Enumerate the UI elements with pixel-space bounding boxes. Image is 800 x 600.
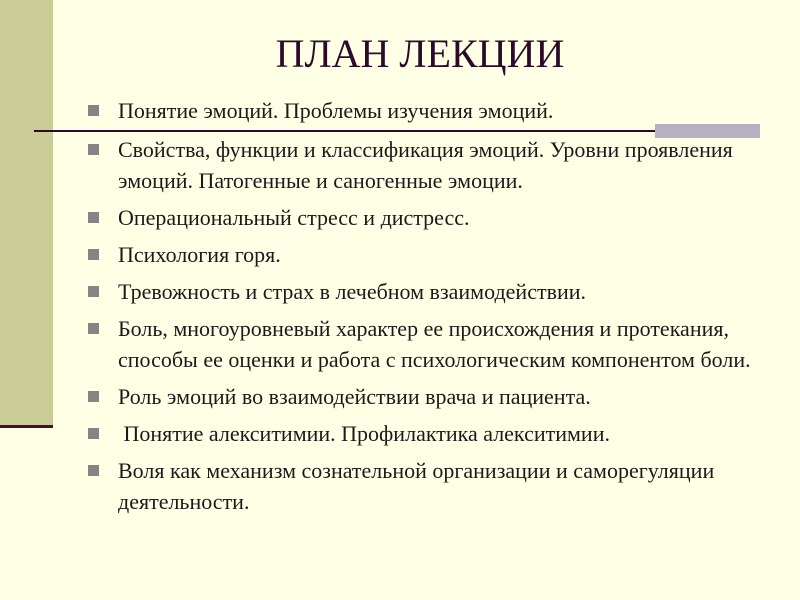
- list-item-text: Операциональный стресс и дистресс.: [118, 205, 470, 230]
- list-item: [88, 95, 778, 126]
- square-bullet-icon: [88, 428, 99, 439]
- list-item: [88, 313, 778, 375]
- list-item-text: Воля как механизм сознательной организации и саморегуляции деятельности.: [118, 458, 715, 514]
- square-bullet-icon: [88, 249, 99, 260]
- square-bullet-icon: [88, 105, 99, 116]
- list-item-text: Свойства, функции и классификация эмоций. Уровни проявления эмоций. Патогенные и саногенные эмоции.: [118, 137, 733, 193]
- list-item: [88, 381, 778, 412]
- list-item: [88, 455, 778, 517]
- list-item: [88, 276, 778, 307]
- list-item: [88, 239, 778, 270]
- side-decor-line: [0, 425, 53, 428]
- list-item: [88, 134, 778, 196]
- list-item-text: Понятие алекситимии. Профилактика алекситимии.: [118, 421, 610, 446]
- square-bullet-icon: [88, 391, 99, 402]
- square-bullet-icon: [88, 212, 99, 223]
- list-item-text: Понятие эмоций. Проблемы изучения эмоций.: [118, 98, 554, 123]
- list-item-text: Боль, многоуровневый характер ее происхождения и протекания, способы ее оценки и работа с психологическим компонентом боли.: [118, 316, 751, 372]
- lecture-plan-list: [88, 95, 778, 523]
- list-item: [88, 418, 778, 449]
- list-item: [88, 202, 778, 233]
- square-bullet-icon: [88, 144, 99, 155]
- list-item-text: Психология горя.: [118, 242, 281, 267]
- list-item-text: Роль эмоций во взаимодействии врача и пациента.: [118, 384, 591, 409]
- square-bullet-icon: [88, 286, 99, 297]
- square-bullet-icon: [88, 323, 99, 334]
- square-bullet-icon: [88, 465, 99, 476]
- slide-title: ПЛАН ЛЕКЦИИ: [275, 31, 565, 76]
- list-item-text: Тревожность и страх в лечебном взаимодействии.: [118, 279, 587, 304]
